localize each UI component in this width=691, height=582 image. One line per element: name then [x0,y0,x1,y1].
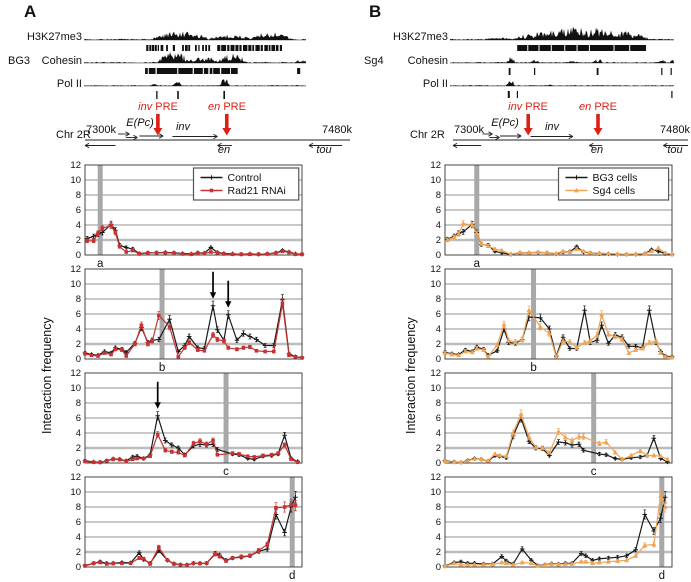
y-tick-label: 4 [75,428,81,440]
y-tick-label: 2 [75,443,81,455]
y-tick-label: 6 [435,517,441,529]
inv-pre-label [496,101,560,113]
chart-svg-A-a [60,160,310,274]
transcript-arrow [489,135,499,139]
y-tick-label: 6 [435,205,441,217]
y-axis-label: Interaction frequency [404,317,418,434]
y-tick-label: 10 [430,279,441,291]
anchor-letter-c: c [590,466,597,478]
track-row-0 [84,32,306,52]
track-label-cohesin: Cohesin [41,55,82,67]
y-tick-label: 2 [435,443,441,455]
coord-end-label: 7480k [322,124,352,136]
en-pre-label [566,101,630,113]
en-pre-arrow-icon [593,114,602,136]
y-tick-label: 4 [435,220,441,232]
y-tick-label: 12 [70,472,81,484]
epc-gene-arrow [500,134,521,138]
chart-B-a [420,160,680,274]
y-tick-label: 12 [430,472,441,484]
inv-pre-suffix: PRE [522,101,548,113]
y-tick-label: 2 [75,235,81,247]
y-tick-label: 8 [435,190,441,202]
transcript-arrow [126,135,137,139]
legend-label: Control [227,172,262,184]
y-tick-label: 12 [70,368,81,380]
y-tick-label: 10 [70,383,81,395]
chart-B-b [420,264,680,378]
anchor-letter-d: d [289,570,296,582]
y-tick-label: 2 [75,547,81,559]
y-tick-label: 2 [435,235,441,247]
inv-pre-gene: inv [138,101,153,113]
y-tick-label: 6 [75,205,81,217]
y-tick-label: 0 [75,250,81,262]
chart-svg-A-c [60,368,310,482]
gene-label-inv: inv [544,121,560,133]
gene-label-tou: tou [667,144,683,156]
inv-pre-label [126,101,190,113]
y-tick-label: 8 [75,502,81,514]
y-axis-label: Interaction frequency [40,317,54,434]
chart-svg-B-a [420,160,680,274]
epc-gene-arrow [139,134,163,138]
inv-pre-gene: inv [508,101,523,113]
y-tick-label: 0 [435,562,441,574]
y-tick-label: 8 [75,294,81,306]
gene-label-epc: E(Pc) [126,117,154,129]
panel-b-letter: B [369,2,382,21]
anchor-letter-d: d [658,570,665,582]
peak-arrow-icon [210,272,216,299]
genome-tracks-sg4 [450,22,674,100]
track-row-2 [450,81,674,98]
chart-svg-B-b [420,264,680,378]
y-tick-label: 0 [435,458,441,470]
series-control [83,491,298,567]
y-tick-label: 10 [430,175,441,187]
anchor-letter-b: b [530,362,537,374]
chart-A-a [60,160,310,274]
y-tick-label: 4 [435,428,441,440]
left-transcript-arrow [85,143,115,147]
coord-end-label: 7480k [660,124,690,136]
y-tick-label: 6 [75,309,81,321]
peak-arrow-icon [154,382,160,409]
coord-start-label: 7300k [86,124,116,136]
y-tick-label: 4 [75,220,81,232]
gene-label-en: en [217,144,231,156]
y-tick-label: 0 [75,458,81,470]
en-pre-gene: en [579,101,592,113]
track-label-polii: Pol II [422,78,448,90]
y-tick-label: 4 [435,324,441,336]
gene-label-en: en [590,144,604,156]
cell-label-sg4: Sg4 [364,55,384,67]
anchor-letter-c: c [223,466,229,478]
y-tick-label: 12 [70,160,81,172]
y-tick-label: 12 [430,264,441,276]
chart-A-b [60,264,310,378]
y-tick-label: 6 [435,413,441,425]
y-tick-label: 10 [430,383,441,395]
chart-svg-A-b [60,264,310,378]
track-row-1 [84,52,306,74]
track-label-h3k27me3: H3K27me3 [392,31,448,43]
y-tick-label: 10 [70,279,81,291]
y-tick-label: 8 [435,294,441,306]
panel-a-letter: A [24,2,37,21]
y-tick-label: 0 [435,354,441,366]
anchor-fragment-bar-c [591,373,596,463]
gene-label-inv: inv [175,121,191,133]
y-tick-label: 8 [435,398,441,410]
chart-svg-B-d [420,472,680,582]
anchor-fragment-bar-a [98,165,103,255]
series-rad21-rnai [83,499,297,567]
y-tick-label: 6 [435,309,441,321]
y-tick-label: 12 [430,368,441,380]
inv-gene-arrow [172,134,217,138]
y-tick-label: 0 [75,562,81,574]
series-bg3-cells [443,414,670,465]
y-tick-label: 0 [435,250,441,262]
track-label-cohesin: Cohesin [407,55,448,67]
peak-arrow-icon [225,281,231,308]
series-control [83,412,300,465]
anchor-letter-a: a [96,258,104,270]
inv-pre-suffix: PRE [152,101,178,113]
track-row-0 [450,27,674,51]
genome-tracks-bg3 [84,22,306,100]
y-tick-label: 10 [70,487,81,499]
gene-label-tou: tou [316,144,332,156]
transcript-arrow [118,132,129,136]
y-tick-label: 4 [435,532,441,544]
y-tick-label: 4 [75,532,81,544]
en-pre-arrow-icon [222,114,231,136]
y-tick-label: 2 [435,339,441,351]
chart-B-c [420,368,680,482]
y-tick-label: 4 [75,324,81,336]
series-sg4-cells [443,490,668,568]
y-tick-label: 2 [75,339,81,351]
inv-gene-arrow [531,134,573,138]
coord-start-label: 7300k [454,124,484,136]
y-tick-label: 6 [75,517,81,529]
y-tick-label: 10 [70,175,81,187]
chromosome-label: Chr 2R [410,129,445,141]
chromosome-label: Chr 2R [56,129,91,141]
y-tick-label: 6 [75,413,81,425]
cell-label-bg3: BG3 [8,55,31,67]
en-pre-suffix: PRE [591,101,617,113]
track-row-1 [450,57,674,75]
legend-label: Sg4 cells [592,185,636,197]
anchor-fragment-bar-a [474,165,479,255]
chart-svg-B-c [420,368,680,482]
track-label-polii: Pol II [56,78,82,90]
en-pre-label [195,101,259,113]
chart-svg-A-d [60,472,310,582]
track-row-2 [84,79,306,99]
legend-label: Rad21 RNAi [227,185,286,197]
gene-label-epc: E(Pc) [491,117,519,129]
chart-A-c [60,368,310,482]
anchor-fragment-bar-c [224,373,229,463]
y-tick-label: 12 [70,264,81,276]
anchor-letter-b: b [158,362,166,374]
y-tick-label: 8 [75,190,81,202]
y-tick-label: 2 [435,547,441,559]
y-tick-label: 10 [430,487,441,499]
en-pre-suffix: PRE [220,101,246,113]
y-tick-label: 8 [75,398,81,410]
legend-label: BG3 cells [592,172,638,184]
track-label-h3k27me3: H3K27me3 [26,31,82,43]
y-tick-label: 0 [75,354,81,366]
y-tick-label: 8 [435,502,441,514]
anchor-fragment-bar-d [290,477,295,567]
y-tick-label: 12 [430,160,441,172]
chart-A-d [60,472,310,582]
en-pre-gene: en [208,101,221,113]
left-transcript-arrow [453,143,481,147]
anchor-fragment-bar-d [659,477,664,567]
chart-B-d [420,472,680,582]
anchor-letter-a: a [473,258,480,270]
